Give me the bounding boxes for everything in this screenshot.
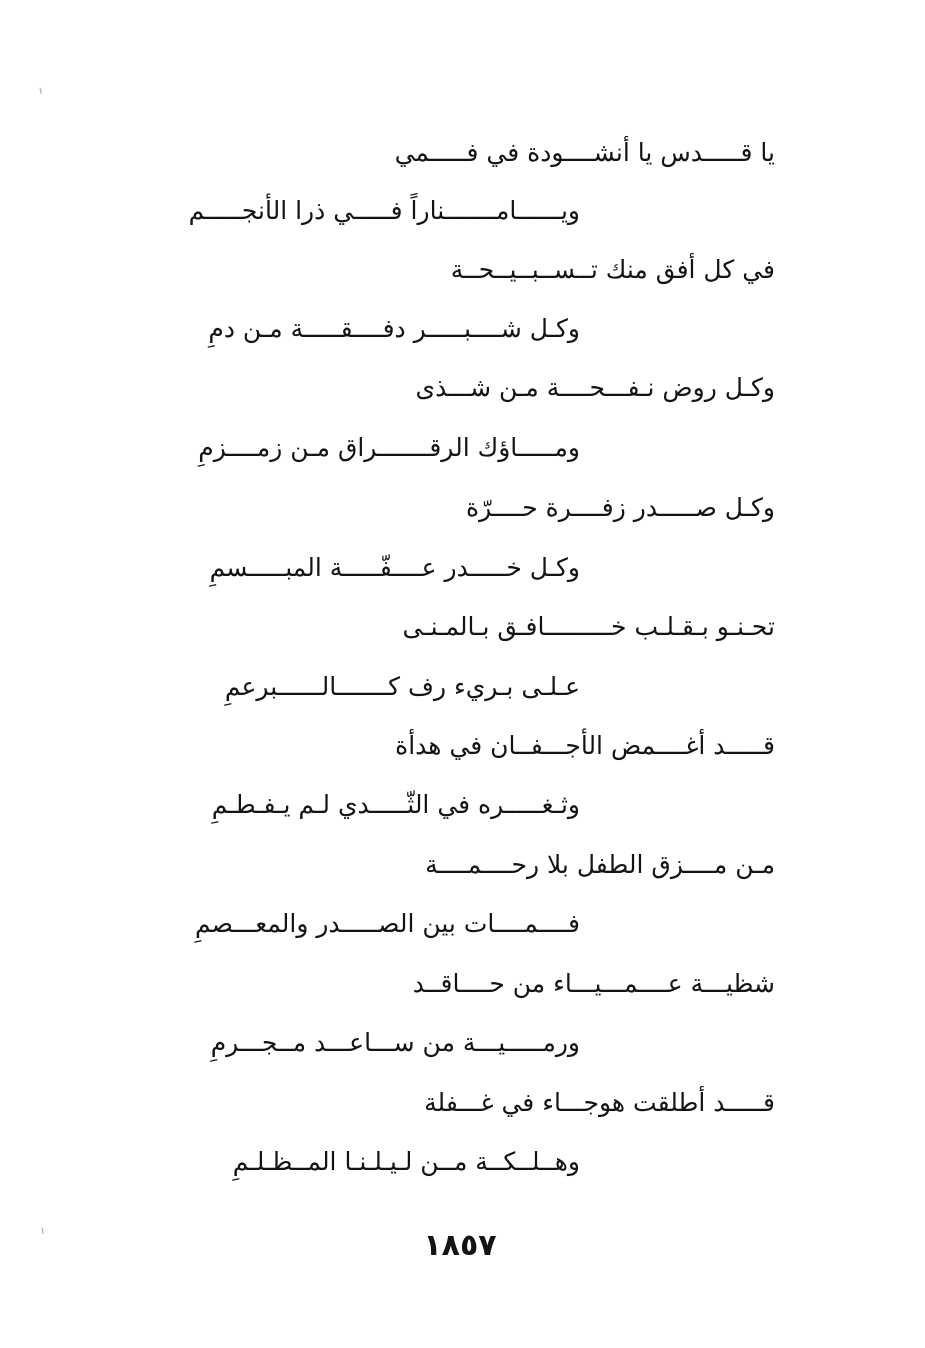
poem-line: ومـــــاؤك الرقـــــــراق مـن زمــــزمِ bbox=[198, 433, 580, 462]
poem-line: وكـل خـــــدر عــــفّـــــة المبـــــسمِ bbox=[209, 553, 580, 582]
poem-line: في كل أفق منك تــســبــيــحــة bbox=[450, 255, 775, 284]
poem-line: وكـل شــــبـــــر دفــــقـــــة مـن دمِ bbox=[208, 314, 580, 343]
poem-line: وهــلــكــة مــن لـيـلـنـا المــظـلـمِ bbox=[232, 1147, 580, 1176]
poem-line: قـــــد أطلقت هوجـــاء في غـــفلة bbox=[424, 1088, 775, 1117]
margin-speck-bottom: ١ bbox=[40, 1226, 46, 1237]
poem-line: ويــــــامـــــــناراً فـــــي ذرا الأنجـــــم bbox=[188, 196, 580, 225]
poem-line: مـن مــــزق الطفل بلا رحــــمــــة bbox=[425, 850, 775, 879]
poem-line: وكـل صـــــدر زفــــرة حــــرّة bbox=[466, 493, 775, 522]
poem-line: ورمـــــيـــة من ســـاعـــد مــجـــرمِ bbox=[210, 1028, 580, 1057]
poem-line: وكـل روض نـفـــحــــة مـن شـــذى bbox=[415, 373, 775, 402]
page-number: ١٨٥٧ bbox=[423, 1228, 497, 1263]
margin-speck-top: ١ bbox=[38, 86, 44, 97]
poem-line: تحـنـو بـقـلـب خـــــــــافـق بـالمـنـى bbox=[402, 612, 775, 641]
poem-line: شظيـــة عــــمـــيـــاء من حــــاقــد bbox=[412, 969, 775, 998]
poem-line: وثـغـــــره في الثّـــــدي لـم يـفـطـمِ bbox=[211, 790, 580, 819]
poem-line: قـــــد أغــــمض الأجـــفــان في هدأة bbox=[395, 731, 775, 760]
poem-line: عـلـى بـريء رف كـــــــالــــــبرعمِ bbox=[224, 672, 580, 701]
poem-line: فــــمــــات بين الصـــــدر والمعـــصمِ bbox=[194, 909, 580, 938]
poem-line: يا قـــــدس يا أنشــــودة في فـــــمي bbox=[394, 138, 775, 167]
